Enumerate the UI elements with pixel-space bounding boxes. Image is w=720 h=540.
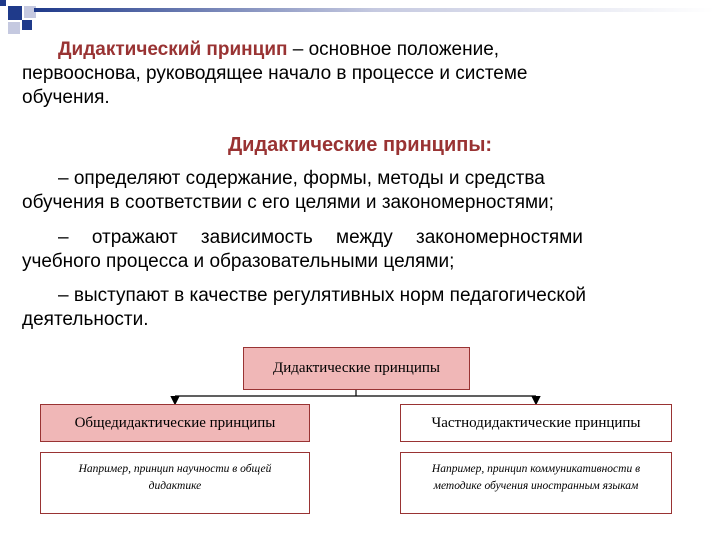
definition-term: Дидактический принцип — [58, 39, 288, 60]
general-principles-box: Общедидактические принципы — [40, 404, 310, 442]
list-item-line: учебного процесса и образовательными целями; — [22, 251, 455, 272]
list-item-line: – определяют содержание, формы, методы и средства — [58, 168, 545, 189]
example-line: дидактике — [148, 480, 202, 492]
list-item-line: деятельности. — [22, 309, 149, 330]
example-line: Например, принцип коммуникативности в — [431, 463, 641, 475]
example-line: методике обучения иностранным языкам — [433, 480, 639, 492]
definition-text-3: обучения. — [22, 87, 110, 108]
specific-principles-box: Частнодидактические принципы — [400, 404, 672, 442]
definition-text-1: – основное положение, — [287, 39, 500, 60]
specific-example-box — [400, 452, 672, 514]
general-example-box — [40, 452, 310, 514]
list-item-line: – отражают зависимость между закономерностями — [58, 227, 583, 248]
example-line: Например, принцип научности в общей — [78, 463, 272, 475]
definition-text-2: первооснова, руководящее начало в процессе и системе — [22, 63, 528, 84]
section-heading: Дидактические принципы: — [227, 134, 493, 156]
list-item-line: – выступают в качестве регулятивных норм педагогической — [58, 285, 587, 306]
root-box: Дидактические принципы — [243, 347, 470, 390]
list-item-line: обучения в соответствии с его целями и закономерностями; — [22, 192, 554, 213]
